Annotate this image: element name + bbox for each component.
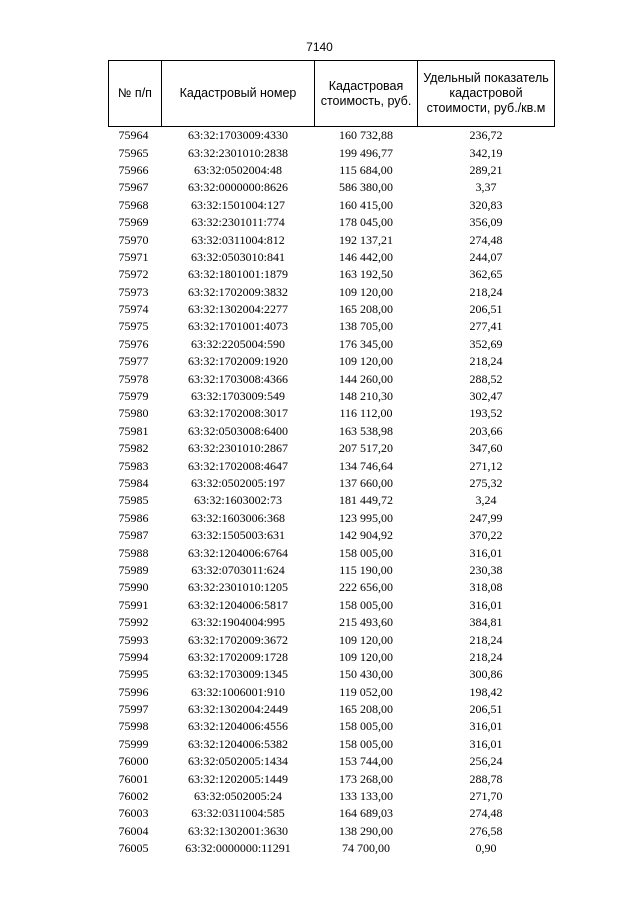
cell-specific-value: 342,19 [469,145,503,160]
cell-row-number: 76001 [118,771,149,786]
cell-row-number: 75991 [118,597,149,612]
table-row [109,736,555,753]
cell-cadastral-number: 63:32:1204006:5382 [187,736,288,751]
cell-row-number: 76000 [118,754,149,769]
table-row [109,701,555,718]
table-row [109,162,555,179]
cell-cadastral-number: 63:32:0502005:197 [190,476,285,490]
cell-cadastral-number: 63:32:2301010:1205 [187,580,288,595]
cell-cadastral-value: 163 538,98 [339,423,393,438]
cell-cadastral-value: 115 684,00 [339,162,393,177]
table-row [109,753,555,770]
cell-cadastral-number: 63:32:1501004:127 [190,197,285,212]
cell-cadastral-value: 137 660,00 [339,476,393,490]
cell-specific-value: 370,22 [469,528,503,543]
cell-cadastral-number: 63:32:0503008:6400 [187,423,288,438]
cell-row-number: 75994 [118,649,149,664]
cell-specific-value: 206,51 [469,702,503,717]
cell-cadastral-value: 109 120,00 [339,354,393,369]
cell-cadastral-number: 63:32:0311004:585 [191,806,285,821]
cell-cadastral-number: 63:32:2301010:2867 [187,441,288,456]
cell-specific-value: 0,90 [475,841,497,856]
cell-cadastral-number: 63:32:1202005:1449 [187,771,288,786]
table-row [109,440,555,457]
cell-row-number: 76003 [118,806,149,821]
cell-specific-value: 276,58 [469,823,503,838]
cell-cadastral-value: 158 005,00 [339,545,393,560]
cell-cadastral-value: 144 260,00 [339,371,393,386]
table-row [109,788,555,805]
table-row [109,284,555,301]
cell-cadastral-value: 178 045,00 [339,215,393,230]
cell-row-number: 75970 [118,232,149,247]
cell-cadastral-number: 63:32:1703008:4366 [187,371,288,386]
cell-row-number: 75968 [118,197,149,212]
table-row [109,684,555,701]
table-row [109,805,555,822]
cell-specific-value: 316,01 [469,545,503,560]
cell-specific-value: 274,48 [469,232,503,247]
cell-cadastral-value: 115 190,00 [339,562,393,577]
table-row [109,666,555,683]
cell-row-number: 75976 [118,336,149,351]
cell-specific-value: 316,01 [469,597,503,612]
table-row [109,631,555,648]
cell-row-number: 75992 [118,615,149,630]
cell-specific-value: 288,52 [469,371,503,386]
cell-specific-value: 302,47 [469,389,503,404]
cell-specific-value: 362,65 [469,267,503,282]
cell-cadastral-value: 158 005,00 [339,719,393,734]
table-row [109,562,555,579]
cell-row-number: 75993 [118,632,149,647]
cell-specific-value: 256,24 [469,754,503,769]
table-row [109,492,555,509]
cell-cadastral-value: 192 137,21 [339,232,393,247]
table-row [109,579,555,596]
cell-cadastral-number: 63:32:1603002:73 [193,493,282,508]
cell-row-number: 75996 [118,684,149,699]
table-row [109,249,555,266]
cell-row-number: 75979 [118,389,149,404]
cell-cadastral-value: 123 995,00 [339,510,393,525]
cell-specific-value: 198,42 [469,684,503,699]
cell-specific-value: 316,01 [469,736,503,751]
cell-cadastral-value: 165 208,00 [339,302,393,317]
cell-row-number: 75978 [118,371,149,386]
cell-specific-value: 271,70 [469,789,503,804]
cell-specific-value: 3,24 [475,493,497,508]
cell-cadastral-value: 160 732,88 [339,128,393,143]
cell-cadastral-value: 150 430,00 [339,667,393,682]
cell-row-number: 75988 [118,545,149,560]
cell-cadastral-number: 63:32:0503010:841 [190,249,285,264]
cell-cadastral-number: 63:32:1801001:1879 [187,267,288,282]
cell-cadastral-value: 163 192,50 [339,267,393,282]
cell-specific-value: 347,60 [469,441,503,456]
cell-cadastral-value: 109 120,00 [339,632,393,647]
cell-specific-value: 230,38 [469,562,503,577]
cell-row-number: 75997 [118,702,149,717]
cell-specific-value: 218,24 [469,632,503,647]
cell-row-number: 75975 [118,319,149,334]
table-row [109,405,555,422]
cell-cadastral-number: 63:32:0703011:624 [191,562,285,577]
table-row [109,197,555,214]
cell-cadastral-value: 160 415,00 [339,197,393,212]
cell-specific-value: 316,01 [469,719,503,734]
cell-row-number: 76005 [118,841,149,856]
cell-cadastral-value: 146 442,00 [339,249,393,264]
cell-cadastral-value: 165 208,00 [339,702,393,717]
cell-specific-value: 274,48 [469,806,503,821]
table-row [109,649,555,666]
cell-specific-value: 356,09 [469,215,503,230]
cell-row-number: 76004 [118,823,149,838]
cadastral-table [108,60,555,857]
cell-cadastral-value: 158 005,00 [339,736,393,751]
cell-cadastral-value: 222 656,00 [339,580,393,595]
table-header-row [109,61,555,127]
cell-specific-value: 203,66 [469,423,503,438]
cell-cadastral-number: 63:32:1204006:4556 [187,719,288,734]
cell-row-number: 75985 [118,493,149,508]
table-row [109,388,555,405]
cell-specific-value: 277,41 [469,319,503,334]
cell-cadastral-value: 134 746,64 [339,458,393,473]
cell-cadastral-number: 63:32:1302001:3630 [187,823,288,838]
cell-row-number: 75998 [118,719,149,734]
cell-row-number: 75984 [118,476,149,490]
cell-cadastral-number: 63:32:1006001:910 [190,684,285,699]
cell-cadastral-number: 63:32:1702008:3017 [187,406,288,421]
cell-row-number: 75967 [118,180,149,195]
cell-cadastral-number: 63:32:0000000:8626 [187,180,288,195]
header-row-number: № п/п [109,61,162,127]
cell-cadastral-number: 63:32:1701001:4073 [187,319,288,334]
cell-cadastral-value: 158 005,00 [339,597,393,612]
cell-row-number: 75995 [118,667,149,682]
page-number: 7140 [306,40,333,54]
cell-row-number: 75986 [118,510,149,525]
cell-row-number: 75965 [118,145,149,160]
cell-cadastral-number: 63:32:1302004:2277 [187,302,288,317]
table-row [109,527,555,544]
cell-cadastral-value: 164 689,03 [339,806,393,821]
cell-row-number: 75974 [118,302,149,317]
cell-row-number: 75969 [118,215,149,230]
cell-specific-value: 352,69 [469,336,503,351]
cell-cadastral-number: 63:32:1702009:3672 [187,632,288,647]
table-row [109,840,555,857]
cell-row-number: 75989 [118,562,149,577]
table-row [109,475,555,492]
cell-specific-value: 271,12 [469,458,503,473]
cell-row-number: 75973 [118,284,149,299]
cell-cadastral-number: 63:32:1703009:1345 [187,667,288,682]
cell-cadastral-number: 63:32:1702009:3832 [187,284,288,299]
table-row [109,770,555,787]
cell-cadastral-number: 63:32:0502004:48 [193,162,282,177]
cell-cadastral-number: 63:32:2301011:774 [191,215,285,230]
cell-cadastral-value: 181 449,72 [339,493,393,508]
cell-row-number: 75971 [118,249,149,264]
cell-cadastral-number: 63:32:0502005:24 [193,789,282,804]
cell-specific-value: 218,24 [469,284,503,299]
cell-cadastral-number: 63:32:0502005:1434 [187,754,288,769]
cell-cadastral-value: 586 380,00 [339,180,393,195]
cell-cadastral-value: 138 705,00 [339,319,393,334]
cell-cadastral-value: 153 744,00 [339,754,393,769]
table-row [109,144,555,161]
cell-cadastral-value: 173 268,00 [339,771,393,786]
table-row [109,231,555,248]
cell-row-number: 75987 [118,528,149,543]
cell-row-number: 75972 [118,267,149,282]
table-row [109,214,555,231]
cell-cadastral-number: 63:32:1204006:5817 [187,597,288,612]
cell-specific-value: 206,51 [469,302,503,317]
cell-specific-value: 275,32 [469,476,503,490]
cell-specific-value: 289,21 [469,162,503,177]
table-row [109,423,555,440]
table-row [109,301,555,318]
cell-cadastral-number: 63:32:2301010:2838 [187,145,288,160]
cell-row-number: 75980 [118,406,149,421]
cell-cadastral-number: 63:32:1702009:1728 [187,649,288,664]
cell-cadastral-number: 63:32:1603006:368 [190,510,285,525]
cell-row-number: 75964 [118,128,149,143]
table-row [109,614,555,631]
cell-cadastral-number: 63:32:1505003:631 [190,528,285,543]
cell-cadastral-number: 63:32:2205004:590 [190,336,285,351]
cell-cadastral-number: 63:32:1904004:995 [190,615,285,630]
cell-cadastral-number: 63:32:1703009:4330 [187,128,288,143]
header-cadastral-number: Кадастровый номер [162,61,315,127]
cell-specific-value: 236,72 [469,128,503,143]
cell-row-number: 75966 [118,162,149,177]
cell-cadastral-value: 138 290,00 [339,823,393,838]
header-specific-value: Удельный показатель кадастровой стоимости, руб./кв.м [418,61,555,127]
cell-row-number: 75982 [118,441,149,456]
cell-cadastral-number: 63:32:1302004:2449 [187,702,288,717]
cell-cadastral-value: 109 120,00 [339,284,393,299]
cell-specific-value: 218,24 [469,649,503,664]
cell-cadastral-value: 74 700,00 [342,841,390,856]
table-row [109,597,555,614]
table-row [109,823,555,840]
cell-specific-value: 218,24 [469,354,503,369]
cell-cadastral-value: 199 496,77 [339,145,393,160]
cell-cadastral-value: 109 120,00 [339,649,393,664]
header-cadastral-value: Кадастровая стоимость, руб. [315,61,418,127]
cell-cadastral-value: 119 052,00 [339,684,393,699]
cell-specific-value: 320,83 [469,197,503,212]
cell-cadastral-number: 63:32:0311004:812 [191,232,285,247]
cell-cadastral-value: 142 904,92 [339,528,393,543]
cell-cadastral-value: 116 112,00 [339,406,393,421]
table-row [109,510,555,527]
cell-row-number: 76002 [118,789,149,804]
cell-cadastral-value: 148 210,30 [339,389,393,404]
cell-row-number: 75977 [118,354,149,369]
cell-specific-value: 384,81 [469,615,503,630]
cell-row-number: 75999 [118,736,149,751]
cell-row-number: 75990 [118,580,149,595]
cell-specific-value: 3,37 [475,180,497,195]
table-row [109,266,555,283]
cell-cadastral-number: 63:32:1702009:1920 [187,354,288,369]
cell-cadastral-number: 63:32:0000000:11291 [185,841,291,856]
cell-cadastral-value: 207 517,20 [339,441,393,456]
cell-cadastral-value: 176 345,00 [339,336,393,351]
cell-cadastral-number: 63:32:1702008:4647 [187,458,288,473]
table-row [109,370,555,387]
cell-specific-value: 244,07 [469,249,503,264]
table-row [109,127,555,145]
cell-cadastral-value: 133 133,00 [339,789,393,804]
table-body [109,127,555,858]
table-row [109,457,555,474]
cell-specific-value: 318,08 [469,580,503,595]
cell-cadastral-value: 215 493,60 [339,615,393,630]
table-row [109,179,555,196]
table-row [109,718,555,735]
cell-cadastral-number: 63:32:1204006:6764 [187,545,288,560]
cell-specific-value: 193,52 [469,406,503,421]
cell-specific-value: 247,99 [469,510,503,525]
cell-row-number: 75981 [118,423,149,438]
cell-row-number: 75983 [118,458,149,473]
cell-specific-value: 300,86 [469,667,503,682]
table-row [109,318,555,335]
cell-cadastral-number: 63:32:1703009:549 [190,389,285,404]
table-row [109,544,555,561]
table-row [109,353,555,370]
table-row [109,336,555,353]
cell-specific-value: 288,78 [469,771,503,786]
